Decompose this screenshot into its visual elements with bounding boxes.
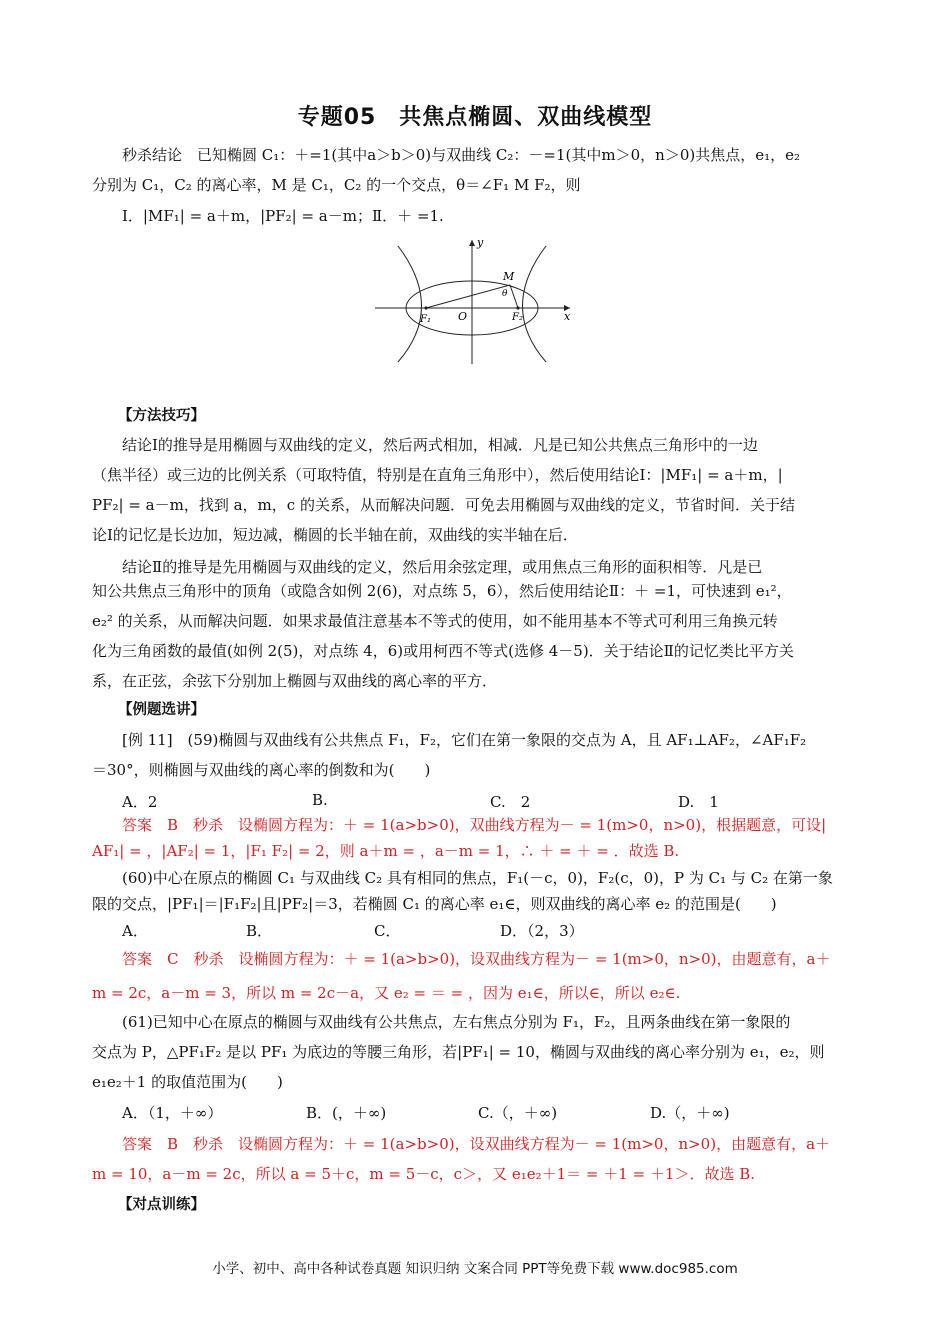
ellipse-hyperbola-figure	[370, 236, 575, 366]
q60-choice-a: A．	[122, 922, 148, 940]
q61-choice-a: A．（1，＋∞）	[122, 1104, 223, 1122]
q61-choice-d: D.（，＋∞)	[650, 1104, 730, 1122]
focus-F2-point	[516, 306, 519, 309]
q59-stem-line-2: ＝30°，则椭圆与双曲线的离心率的倒数和为( )	[92, 761, 431, 779]
method-paragraph-1-line-4: 论Ⅰ的记忆是长边加，短边减，椭圆的长半轴在前，双曲线的实半轴在后．	[92, 526, 578, 544]
q61-choice-c: C.（，＋∞)	[478, 1104, 558, 1122]
q61-stem-line-1: (61)已知中心在原点的椭圆与双曲线有公共焦点，左右焦点分别为 F₁，F₂，且两条曲线在第一象限的	[122, 1013, 791, 1031]
section-examples: 【例题选讲】	[118, 702, 205, 718]
method-paragraph-1-line-3: PF₂| = a－m，找到 a，m，c 的关系，从而解决问题．可免去用椭圆与双曲线的定义，节省时间．关于结	[92, 496, 795, 514]
q59-answer-line-1: 答案 B 秒杀 设椭圆方程为：＋ = 1(a>b>0)，双曲线方程为－ = 1(m>0，n>0)，根据题意，可设|	[122, 816, 827, 834]
section-practice: 【对点训练】	[118, 1197, 205, 1213]
q60-answer-line-1: 答案 C 秒杀 设椭圆方程为：＋ = 1(a>b>0)，设双曲线方程为－ = 1(m>0，n>0)，由题意有，a＋	[122, 950, 831, 968]
q60-choice-b: B．	[246, 922, 273, 940]
y-axis-arrow	[469, 240, 475, 246]
page-footer-link[interactable]: 小学、初中、高中各种试卷真题 知识归纳 文案合同 PPT等免费下载 www.doc985.com	[212, 1261, 738, 1277]
hyperbola-right-branch	[523, 246, 547, 362]
conclusion-line-1: 秒杀结论 已知椭圆 C₁：＋=1(其中a＞b＞0)与双曲线 C₂：－=1(其中m＞0，n＞0)共焦点，e₁，e₂	[122, 146, 800, 164]
q60-stem-line-2: 限的交点，|PF₁|＝|F₁F₂|且|PF₂|＝3，若椭圆 C₁ 的离心率 e₁∈，则双曲线的离心率 e₂ 的范围是( )	[92, 895, 777, 913]
q61-choice-b: B．(，＋∞)	[306, 1104, 387, 1122]
q59-choice-d: D. 1	[678, 793, 719, 811]
q59-choice-b: B.	[312, 791, 328, 809]
method-paragraph-2-line-3: e₂² 的关系，从而解决问题．如果求最值注意基本不等式的使用，如不能用基本不等式可利用三角换元转	[92, 612, 778, 630]
q61-stem-line-3: e₁e₂＋1 的取值范围为( )	[92, 1073, 283, 1091]
conclusion-line-2: 分别为 C₁，C₂ 的离心率，M 是 C₁，C₂ 的一个交点，θ＝∠F₁ M F₂，则	[92, 176, 581, 194]
label-O: O	[458, 310, 468, 323]
label-y: y	[477, 236, 484, 249]
q61-answer-line-1: 答案 B 秒杀 设椭圆方程为：＋ = 1(a>b>0)，设双曲线方程为－ = 1(m>0，n>0)，由题意有，a＋	[122, 1135, 831, 1153]
q60-choice-c: C．	[374, 922, 401, 940]
q59-choice-c: C. 2	[490, 793, 531, 811]
label-M: M	[503, 270, 515, 283]
section-method: 【方法技巧】	[118, 408, 205, 424]
method-paragraph-2-line-1: 结论Ⅱ的推导是先用椭圆与双曲线的定义，然后用余弦定理，或用焦点三角形的面积相等．凡是已	[122, 558, 763, 576]
hyperbola-left-branch	[398, 246, 422, 362]
method-paragraph-2-line-5: 系，在正弦，余弦下分别加上椭圆与双曲线的离心率的平方．	[92, 672, 498, 690]
q60-stem-line-1: (60)中心在原点的椭圆 C₁ 与双曲线 C₂ 具有相同的焦点，F₁(－c，0)，F₂(c，0)，P 为 C₁ 与 C₂ 在第一象	[122, 869, 833, 887]
method-paragraph-1-line-1: 结论Ⅰ的推导是用椭圆与双曲线的定义，然后两式相加，相减．凡是已知公共焦点三角形中的一边	[122, 436, 758, 454]
page-title: 专题05 共焦点椭圆、双曲线模型	[297, 105, 653, 130]
q60-choice-d: D．（2，3）	[500, 922, 584, 940]
q59-answer-line-2: AF₁| = ，|AF₂| = 1，|F₁ F₂| = 2，则 a＋m = ，a－m = 1，∴ ＋ = ＋ = ．故选 B.	[92, 842, 680, 860]
method-paragraph-2-line-2: 知公共焦点三角形中的顶角（或隐含如例 2(6)，对点练 5，6），然后使用结论Ⅱ：＋ =1，可快速到 e₁²，	[92, 582, 792, 600]
conclusion-formula: Ⅰ．|MF₁| = a＋m，|PF₂| = a－m；Ⅱ．＋ =1.	[122, 207, 444, 225]
q61-answer-line-2: m = 10，a－m = 2c，所以 a = 5＋c，m = 5－c，c＞，又 e₁e₂＋1＝ = ＋1 = ＋1＞．故选 B.	[92, 1165, 756, 1183]
label-F2: F₂	[512, 312, 523, 323]
label-theta: θ	[502, 289, 508, 299]
q59-stem-line-1: [例 11] (59)椭圆与双曲线有公共焦点 F₁，F₂，它们在第一象限的交点为 A，且 AF₁⊥AF₂，∠AF₁F₂	[122, 731, 807, 749]
method-paragraph-2-line-4: 化为三角函数的最值(如例 2(5)，对点练 4，6)或用柯西不等式(选修 4－5)．关于结论Ⅱ的记忆类比平方关	[92, 642, 794, 660]
label-x: x	[564, 310, 571, 323]
label-F1: F₁	[420, 314, 431, 325]
q61-stem-line-2: 交点为 P，△PF₁F₂ 是以 PF₁ 为底边的等腰三角形，若|PF₁| = 10，椭圆与双曲线的离心率分别为 e₁，e₂，则	[92, 1043, 825, 1061]
q59-choice-a: A．2	[122, 793, 158, 811]
focus-F1-point	[424, 306, 427, 309]
line-F1-M	[426, 285, 510, 308]
method-paragraph-1-line-2: （焦半径）或三边的比例关系（可取特值，特别是在直角三角形中），然后使用结论Ⅰ：|MF₁| = a＋m，|	[92, 466, 783, 484]
q60-answer-line-2: m = 2c，a－m = 3，所以 m = 2c－a，又 e₂ = ＝ = ，因为 e₁∈，所以∈，所以 e₂∈.	[92, 984, 681, 1002]
